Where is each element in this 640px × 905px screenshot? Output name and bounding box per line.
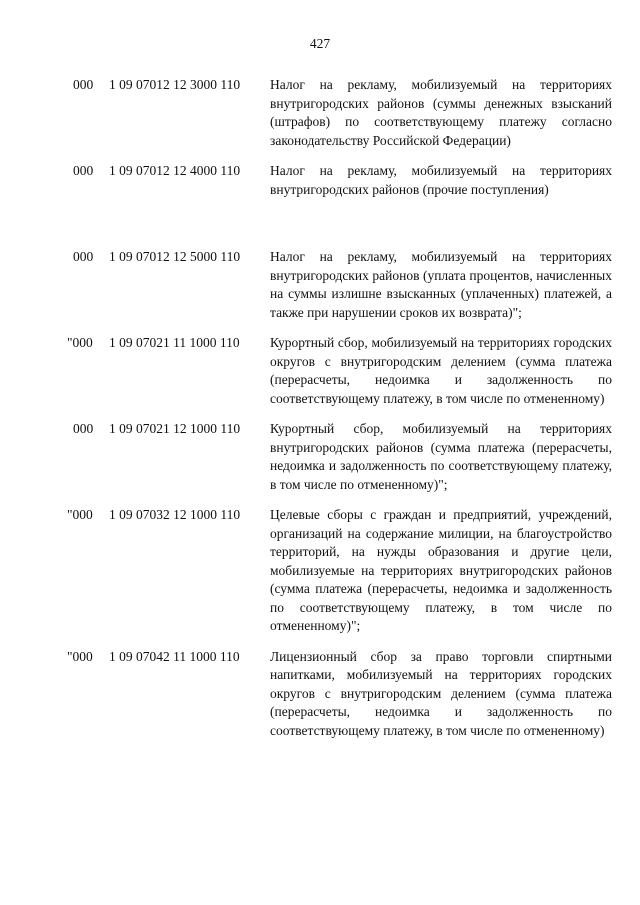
- budget-code-entry: [0, 76, 640, 150]
- income-description: Налог на рекламу, мобилизуемый на территориях внутригородских районов (уплата процентов, начисленных на суммы излишне взысканных (уплаченных) платежей, а также при нарушении сроков их возврата)";: [270, 249, 612, 320]
- code-cell: [0, 248, 270, 322]
- budget-code-entry: [0, 648, 640, 741]
- budget-classification-code: 1 09 07021 12 1000 110: [109, 421, 241, 436]
- admin-code: "000: [67, 648, 93, 664]
- budget-code-entry: [0, 162, 640, 236]
- income-description: Курортный сбор, мобилизуемый на территориях городских округов с внутригородским делением (сумма платежа (перерасчеты, недоимка и задолженность по соответствующему платежу, в том числе по отмененному): [270, 335, 612, 406]
- admin-code: 000: [73, 163, 94, 178]
- budget-code-entry: [0, 506, 640, 636]
- admin-code: 000: [73, 77, 94, 92]
- budget-code-entry: [0, 420, 640, 494]
- budget-classification-code: 1 09 07012 12 3000 110: [109, 77, 241, 92]
- code-cell: [0, 334, 270, 408]
- budget-classification-code: 1 09 07032 12 1000 110: [109, 507, 241, 522]
- admin-code: 000: [73, 421, 94, 436]
- code-cell: [0, 76, 270, 150]
- income-description: Налог на рекламу, мобилизуемый на территориях внутригородских районов (прочие поступления): [270, 163, 612, 197]
- budget-code-entry: [0, 334, 640, 408]
- page-number: 427: [309, 36, 331, 51]
- budget-classification-code: 1 09 07021 11 1000 110: [109, 335, 240, 350]
- code-cell: [0, 162, 270, 236]
- admin-code: "000: [67, 507, 93, 522]
- budget-code-entry: [0, 248, 640, 322]
- income-description: Лицензионный сбор за право торговли спиртными напитками, мобилизуемый на территориях городских округов с внутригородским делением (сумма платежа (перерасчеты, недоимка и задолженность по соответствующему платежу, в том числе по отмененному): [270, 648, 612, 738]
- code-cell: [0, 506, 270, 636]
- income-description: Налог на рекламу, мобилизуемый на территориях внутригородских районов (суммы денежных взысканий (штрафов) по соответствующему платежу согласно законодательству Российской Федерации): [270, 77, 612, 148]
- budget-classification-code: 1 09 07012 12 5000 110: [109, 249, 241, 264]
- budget-classification-code: 1 09 07012 12 4000 110: [109, 163, 241, 178]
- budget-classification-code: 1 09 07042 11 1000 110: [109, 648, 240, 664]
- admin-code: "000: [67, 335, 93, 350]
- code-cell: [0, 420, 270, 494]
- budget-code-list: [0, 76, 640, 752]
- admin-code: 000: [73, 249, 94, 264]
- income-description: Целевые сборы с граждан и предприятий, учреждений, организаций на содержание милиции, на благоустройство территорий, на нужды образования и другие цели, мобилизуемые на территориях внутригородских районов (сумма платежа (перерасчеты, недоимка и задолженность по соответствующему платежу, в том числе по отмененному)";: [270, 507, 612, 633]
- code-cell: [0, 648, 270, 741]
- income-description: Курортный сбор, мобилизуемый на территориях внутригородских районов (сумма платежа (перерасчеты, недоимка и задолженность по соответствующему платежу, в том числе по отмененному)";: [270, 421, 612, 492]
